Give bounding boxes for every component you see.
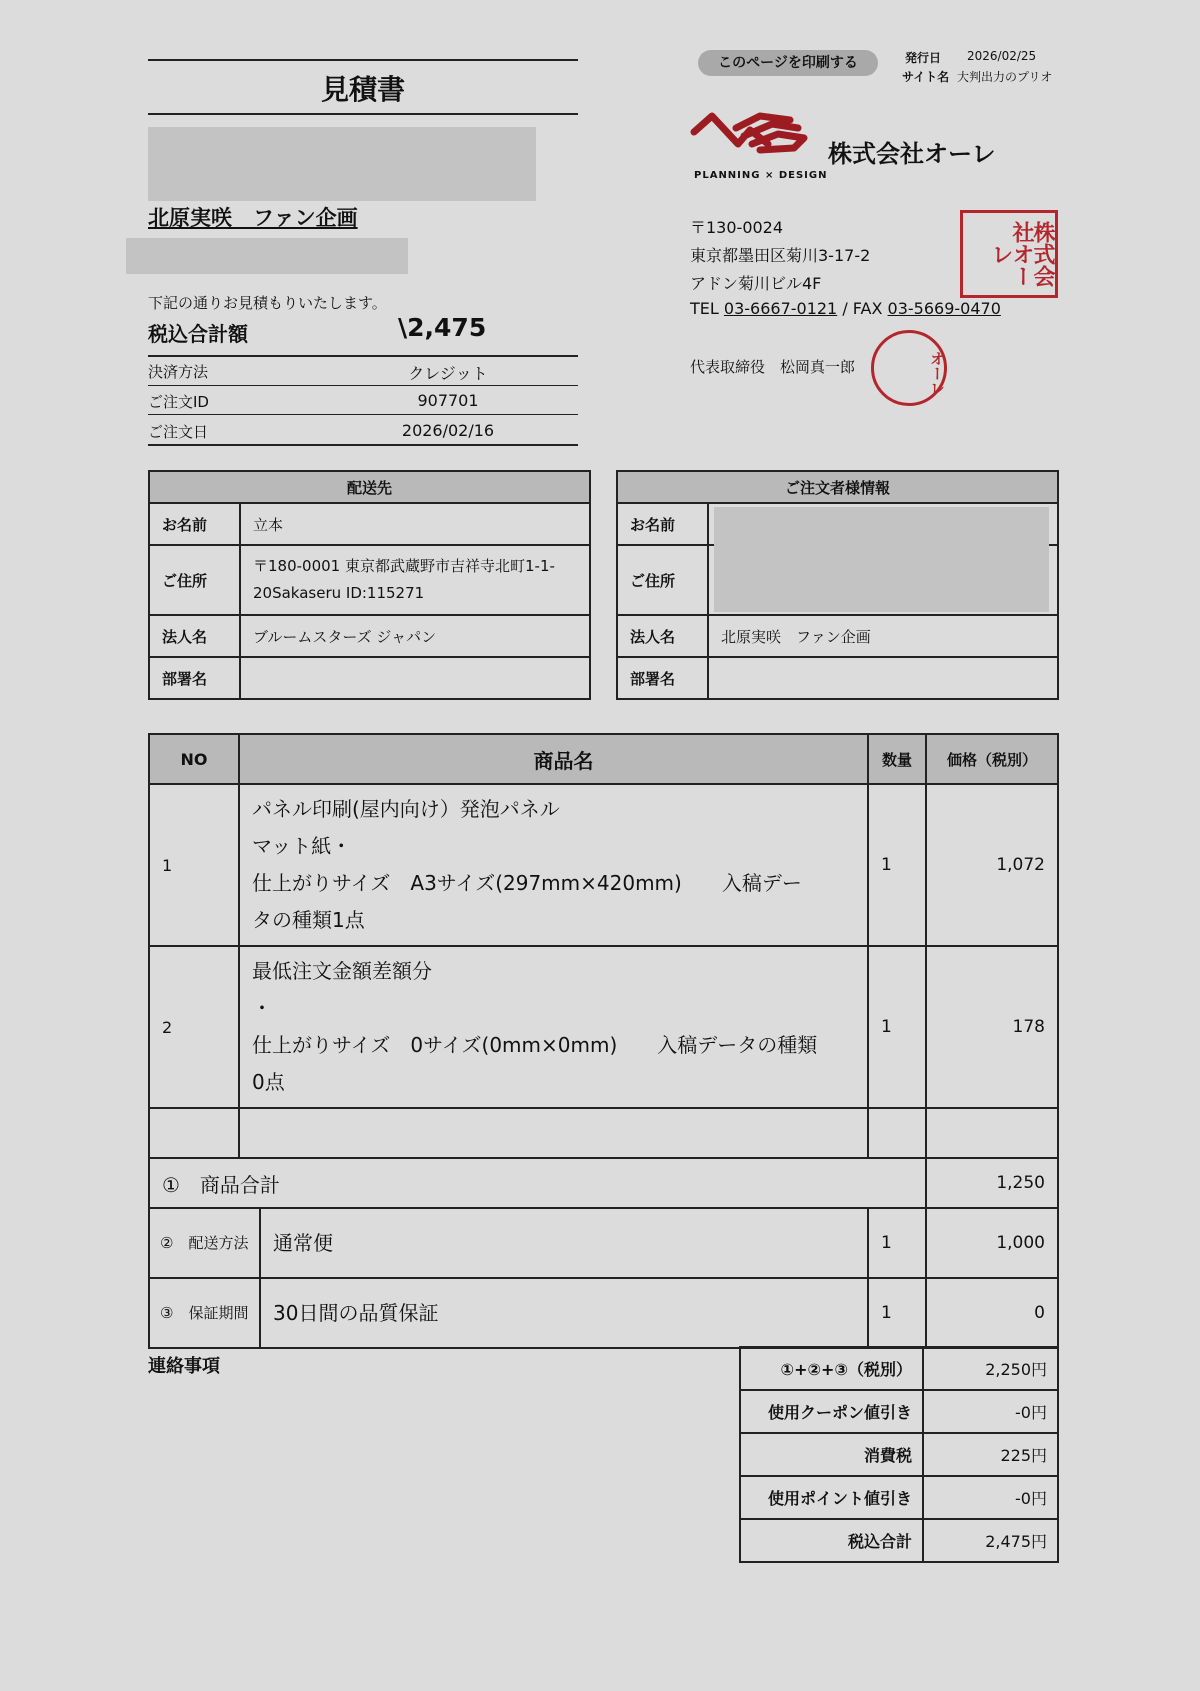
spacer (239, 734, 260, 784)
print-page-button[interactable]: このページを印刷する (698, 50, 878, 76)
row-no: 2 (149, 946, 239, 1108)
sum-label: ①+②+③（税別） (740, 1347, 923, 1390)
fax-number: 03-5669-0470 (887, 299, 1001, 318)
totals-row (740, 1390, 1058, 1433)
subtotal-row (149, 1158, 1058, 1208)
payment-method-value: クレジット (408, 364, 488, 383)
shipping-method: 通常便 (260, 1208, 868, 1278)
company-contact (690, 299, 1001, 318)
shipping-title: 配送先 (149, 471, 590, 503)
grand-total-value: 2,475円 (923, 1519, 1058, 1562)
notes-label: 連絡事項 (148, 1356, 220, 1377)
shipping-name-label: お名前 (149, 503, 240, 545)
representative-seal-round: オーレ (871, 330, 947, 406)
shipping-department-label: 部署名 (149, 657, 240, 699)
shipping-method-label: ② 配送方法 (149, 1208, 260, 1278)
product-line: 仕上がりサイズ 0サイズ(0mm×0mm) 入稿データの種類 (252, 1033, 818, 1057)
site-name: 大判出力のプリオ (957, 70, 1053, 84)
shipping-name: 立本 (240, 503, 590, 545)
product-line: 仕上がりサイズ A3サイズ(297mm×420mm) 入稿デー (252, 871, 802, 895)
shipping-table (148, 470, 591, 700)
logo-subtitle: PLANNING × DESIGN (694, 170, 828, 181)
shipping-method-row (149, 1208, 1058, 1278)
shipping-department (240, 657, 590, 699)
totals-table (739, 1346, 1059, 1563)
table-row-empty (149, 1108, 1058, 1158)
divider (148, 385, 578, 386)
orderer-department-label: 部署名 (617, 657, 708, 699)
orderer-department (708, 657, 1058, 699)
shipping-address: 〒180-0001 東京都武蔵野市吉祥寺北町1-1-20Sakaseru ID:115271 (240, 545, 590, 615)
company-address-1: 東京都墨田区菊川3-17-2 (690, 246, 871, 265)
orderer-title: ご注文者様情報 (617, 471, 1058, 503)
row-price: 178 (926, 946, 1058, 1108)
estimate-message: 下記の通りお見積もりいたします。 (148, 294, 387, 312)
divider (148, 355, 578, 357)
product-line: マット紙・ (252, 834, 352, 858)
col-price: 価格（税別） (926, 734, 1058, 784)
row-qty: 1 (868, 784, 926, 946)
product-description (239, 946, 868, 1108)
issue-date-label: 発行日 (905, 51, 942, 65)
coupon-value: -0円 (923, 1390, 1058, 1433)
order-id-label: ご注文ID (148, 393, 209, 411)
product-line: ・ (252, 996, 272, 1020)
row-no: 1 (149, 784, 239, 946)
totals-row (740, 1433, 1058, 1476)
company-logo-icon (690, 110, 810, 170)
grand-total-label: 税込合計 (740, 1519, 923, 1562)
page-title: 見積書 (320, 73, 405, 106)
site-name-label: サイト名 (902, 70, 950, 84)
subtotal-value: 1,250 (926, 1158, 1058, 1208)
total-amount: \2,475 (398, 313, 487, 342)
table-row (149, 784, 1058, 946)
totals-row (740, 1519, 1058, 1562)
empty-cell (926, 1108, 1058, 1158)
shipping-company-label: 法人名 (149, 615, 240, 657)
empty-cell (868, 1108, 926, 1158)
shipping-qty: 1 (868, 1208, 926, 1278)
recipient-name: 北原実咲 ファン企画 (148, 206, 358, 230)
col-product: 商品名 (260, 734, 868, 784)
title-top-rule (148, 59, 578, 61)
divider (148, 444, 578, 446)
product-line: 最低注文金額差額分 (252, 959, 432, 983)
shipping-company: ブルームスターズ ジャパン (240, 615, 590, 657)
order-date-value: 2026/02/16 (401, 421, 495, 440)
product-description (239, 784, 868, 946)
warranty-qty: 1 (868, 1278, 926, 1348)
issue-date: 2026/02/25 (967, 49, 1037, 63)
fax-label: / FAX (842, 299, 883, 318)
col-no: NO (149, 734, 239, 784)
company-seal-square: 株式会社オーレ (960, 210, 1058, 298)
warranty-price: 0 (926, 1278, 1058, 1348)
points-label: 使用ポイント値引き (740, 1476, 923, 1519)
total-label: 税込合計額 (148, 322, 248, 346)
col-qty: 数量 (868, 734, 926, 784)
company-address-2: アドン菊川ビル4F (690, 274, 822, 293)
product-line: 0点 (252, 1070, 285, 1094)
points-value: -0円 (923, 1476, 1058, 1519)
tel-label: TEL (690, 299, 719, 318)
tel-number: 03-6667-0121 (723, 299, 838, 318)
items-table (148, 733, 1059, 1349)
orderer-address-label: ご住所 (617, 545, 708, 615)
totals-row (740, 1347, 1058, 1390)
sum-value: 2,250円 (923, 1347, 1058, 1390)
shipping-price: 1,000 (926, 1208, 1058, 1278)
redacted-block (148, 127, 536, 201)
product-line: タの種類1点 (252, 908, 365, 932)
order-date-label: ご注文日 (148, 423, 209, 441)
empty-cell (239, 1108, 868, 1158)
table-row (149, 946, 1058, 1108)
redacted-block (714, 507, 1049, 612)
empty-cell (149, 1108, 239, 1158)
divider (148, 414, 578, 415)
warranty-label: ③ 保証期間 (149, 1278, 260, 1348)
orderer-name-label: お名前 (617, 503, 708, 545)
orderer-company: 北原実咲 ファン企画 (708, 615, 1058, 657)
warranty: 30日間の品質保証 (260, 1278, 868, 1348)
tax-value: 225円 (923, 1433, 1058, 1476)
title-bottom-rule (148, 113, 578, 115)
order-id-value: 907701 (417, 391, 479, 410)
redacted-block (126, 238, 408, 274)
row-qty: 1 (868, 946, 926, 1108)
orderer-company-label: 法人名 (617, 615, 708, 657)
coupon-label: 使用クーポン値引き (740, 1390, 923, 1433)
subtotal-label: ① 商品合計 (149, 1158, 926, 1208)
representative: 代表取締役 松岡真一郎 (690, 358, 856, 376)
tax-label: 消費税 (740, 1433, 923, 1476)
payment-method-label: 決済方法 (148, 363, 209, 381)
shipping-address-label: ご住所 (149, 545, 240, 615)
company-name: 株式会社オーレ (828, 140, 996, 168)
warranty-row (149, 1278, 1058, 1348)
row-price: 1,072 (926, 784, 1058, 946)
company-postal: 〒130-0024 (690, 218, 784, 237)
product-line: パネル印刷(屋内向け）発泡パネル (252, 797, 560, 821)
totals-row (740, 1476, 1058, 1519)
